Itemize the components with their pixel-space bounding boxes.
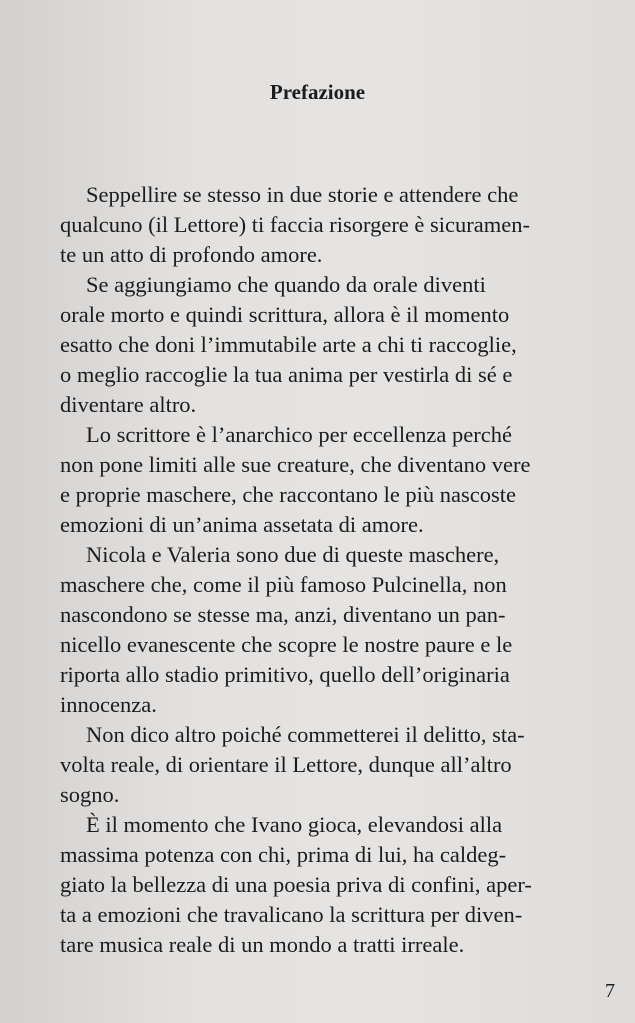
text-line: riporta allo stadio primitivo, quello dell’originaria: [60, 662, 510, 687]
text-line: Nicola e Valeria sono due di queste maschere,: [86, 542, 500, 567]
page-title: Prefazione: [269, 80, 366, 104]
text-line: sogno.: [60, 782, 120, 807]
text-line: maschere che, come il più famoso Pulcinella, non: [60, 572, 507, 597]
text-line: orale morto e quindi scrittura, allora è il momento: [60, 302, 510, 327]
text-line: innocenza.: [60, 692, 157, 717]
text-line: tare musica reale di un mondo a tratti irreale.: [60, 932, 465, 957]
text-line: È il momento che Ivano gioca, elevandosi alla: [86, 812, 503, 837]
text-line: te un atto di profondo amore.: [60, 242, 323, 267]
text-line: giato la bellezza di una poesia priva di confini, aper-: [60, 872, 532, 897]
text-line: volta reale, di orientare il Lettore, dunque all’altro: [60, 752, 512, 777]
page-number: 7: [605, 980, 615, 1002]
text-line: nicello evanescente che scopre le nostre paure e le: [60, 632, 513, 657]
text-line: Se aggiungiamo che quando da orale diventi: [86, 272, 486, 297]
text-line: diventare altro.: [60, 392, 197, 417]
text-line: Seppellire se stesso in due storie e attendere che: [86, 182, 519, 207]
text-line: esatto che doni l’immutabile arte a chi ti raccoglie,: [60, 332, 517, 357]
text-line: massima potenza con chi, prima di lui, ha caldeg-: [60, 842, 507, 867]
text-line: qualcuno (il Lettore) ti faccia risorgere è sicuramen-: [60, 212, 530, 237]
text-line: e proprie maschere, che raccontano le più nascoste: [60, 482, 517, 507]
text-line: o meglio raccoglie la tua anima per vestirla di sé e: [60, 362, 513, 387]
text-line: non pone limiti alle sue creature, che diventano vere: [60, 452, 531, 477]
text-line: Non dico altro poiché commetterei il delitto, sta-: [86, 722, 525, 747]
text-line: Lo scrittore è l’anarchico per eccellenza perché: [86, 422, 512, 447]
text-line: nascondono se stesse ma, anzi, diventano un pan-: [60, 602, 506, 627]
text-line: emozioni di un’anima assetata di amore.: [60, 512, 424, 537]
text-line: ta a emozioni che travalicano la scrittura per diven-: [60, 902, 523, 927]
